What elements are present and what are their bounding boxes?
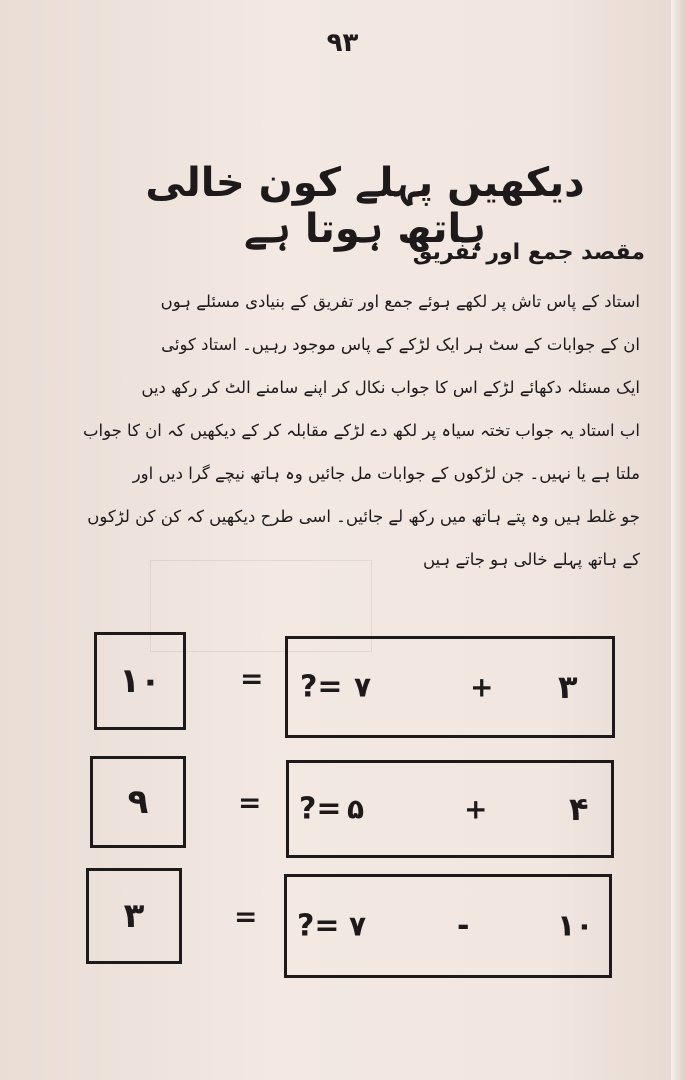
answer-card xyxy=(86,868,182,964)
page-number: ۹۳ xyxy=(326,28,359,58)
second-operand: ۷ xyxy=(354,670,372,704)
operator: - xyxy=(457,908,470,944)
answer-card xyxy=(94,632,186,730)
paragraph-line: کے ہاتھ پہلے خالی ہو جاتے ہیں xyxy=(423,550,640,569)
paragraph-line: ایک مسئلہ دکھائے لڑکے اس کا جواب نکال کر اپنے سامنے الٹ کر رکھ دیں xyxy=(141,378,640,397)
equals-sign: = xyxy=(234,900,258,933)
unknown-mark: ?= xyxy=(297,908,340,944)
problem-card xyxy=(286,760,614,858)
problem-card xyxy=(284,874,612,978)
instruction-paragraph xyxy=(70,280,640,581)
first-operand: ۴ xyxy=(569,790,589,828)
paragraph-line: جو غلط ہیں وہ پتے ہاتھ میں رکھ لے جائیں۔ اسی طرح دیکھیں کہ کن کن لڑکوں xyxy=(87,507,640,526)
answer-value: ۹ xyxy=(127,782,149,822)
answer-value: ۳ xyxy=(123,896,145,936)
operator: + xyxy=(464,792,488,826)
unknown-mark: ?= xyxy=(300,669,343,705)
paragraph-line: ان کے جوابات کے سٹ ہر ایک لڑکے کے پاس موجود رہیں۔ استاد کوئی xyxy=(161,335,640,354)
page-title: دیکھیں پہلے کون خالی ہاتھ ہوتا ہے xyxy=(145,160,585,252)
paragraph-line: ملتا ہے یا نہیں۔ جن لڑکوں کے جوابات مل جائیں وہ ہاتھ نیچے گرا دیں اور xyxy=(132,464,640,483)
second-operand: ۵ xyxy=(347,792,365,826)
equals-sign: = xyxy=(240,662,264,695)
objective-heading: مقصد جمع اور تفریق xyxy=(412,240,645,265)
answer-value: ۱۰ xyxy=(119,661,161,701)
first-operand: ۳ xyxy=(558,668,578,706)
operator: + xyxy=(470,670,494,704)
unknown-mark: ?= xyxy=(299,791,342,827)
paragraph-line: اب استاد یہ جواب تختہ سیاہ پر لکھ دے لڑکے مقابلہ کر کے دیکھیں کہ ان کا جواب xyxy=(82,421,640,440)
second-operand: ۷ xyxy=(349,909,367,943)
problem-card xyxy=(285,636,615,738)
first-operand: ۱۰ xyxy=(557,908,594,944)
page-edge xyxy=(671,0,685,1080)
equals-sign: = xyxy=(238,786,262,819)
answer-card xyxy=(90,756,186,848)
paragraph-line: استاد کے پاس تاش پر لکھے ہوئے جمع اور تفریق کے بنیادی مسئلے ہوں xyxy=(160,292,640,311)
